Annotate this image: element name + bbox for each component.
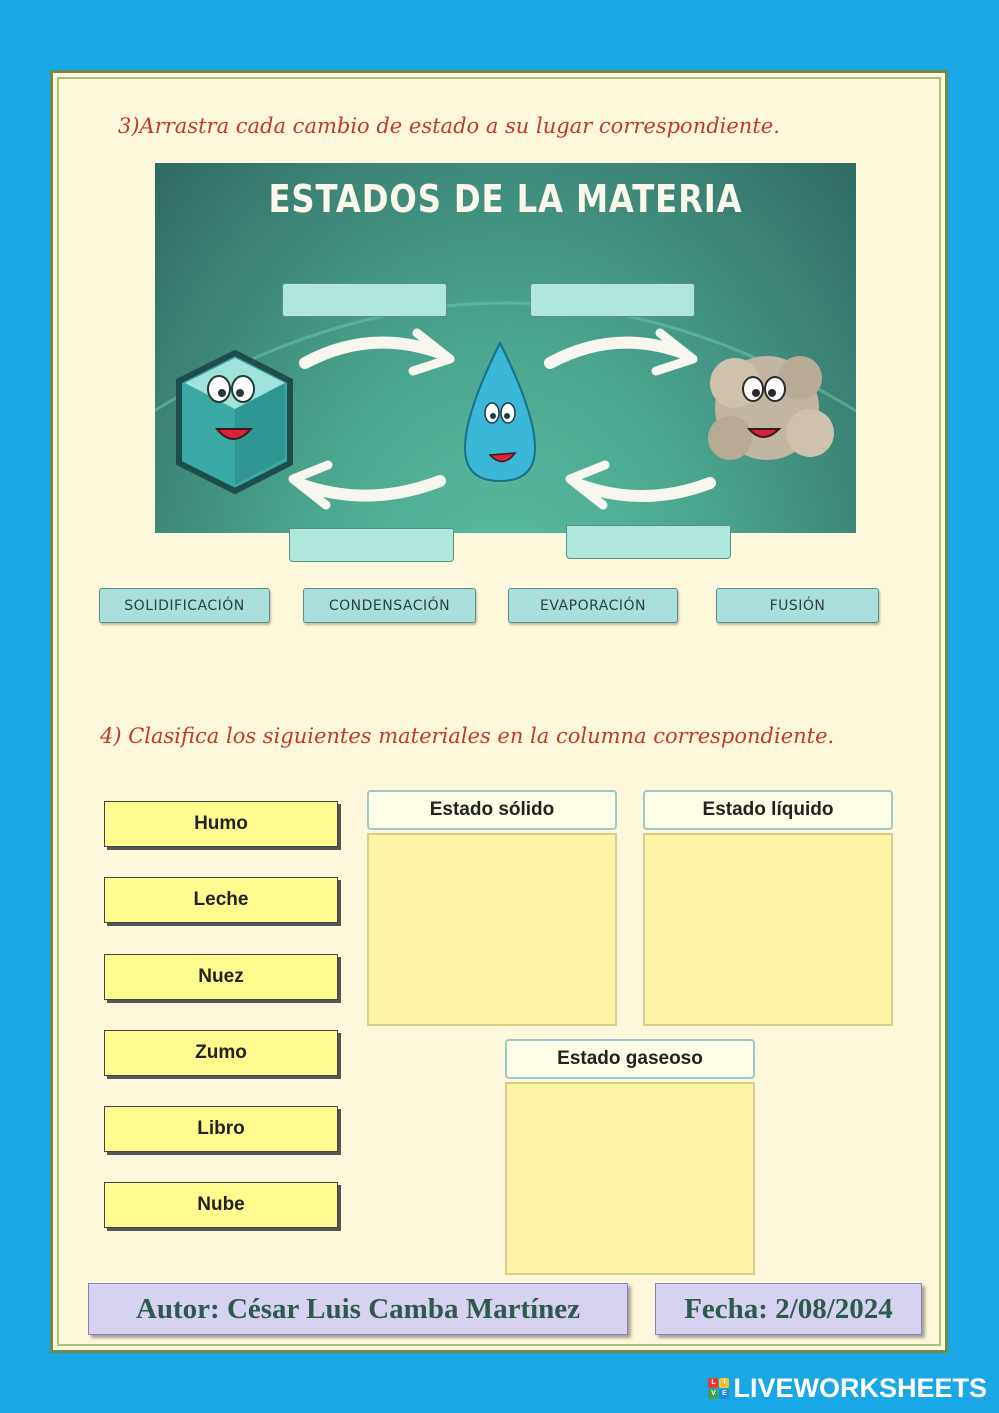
- option-solidificacion[interactable]: SOLIDIFICACIÓN: [99, 588, 270, 623]
- column-header-gas: Estado gaseoso: [505, 1039, 755, 1079]
- material-nuez[interactable]: Nuez: [104, 954, 338, 1000]
- liveworksheets-brand[interactable]: [708, 1373, 987, 1404]
- water-drop-icon: [465, 343, 535, 481]
- exercise-4-title: 4) Clasifica los siguientes materiales en la columna correspondiente.: [100, 724, 835, 748]
- material-nube[interactable]: Nube: [104, 1182, 338, 1228]
- banner-title: ESTADOS DE LA MATERIA: [268, 177, 743, 221]
- brand-name: LIVEWORKSHEETS: [733, 1373, 987, 1403]
- option-fusion[interactable]: FUSIÓN: [716, 588, 879, 623]
- date-label: Fecha: 2/08/2024: [655, 1283, 922, 1335]
- logo-letter-l: L: [708, 1378, 718, 1388]
- arrow-gas-to-liquid-icon: [570, 465, 710, 505]
- drop-slot-top-right[interactable]: [530, 283, 695, 317]
- material-leche[interactable]: Leche: [104, 877, 338, 923]
- arrow-solid-to-liquid-icon: [305, 333, 450, 371]
- material-zumo[interactable]: Zumo: [104, 1030, 338, 1076]
- states-of-matter-banner: [155, 163, 856, 533]
- option-evaporacion[interactable]: EVAPORACIÓN: [508, 588, 678, 623]
- drop-column-gas[interactable]: [505, 1082, 755, 1275]
- liveworksheets-logo-icon: [708, 1378, 729, 1399]
- logo-letter-v: V: [708, 1389, 718, 1399]
- column-header-solid: Estado sólido: [367, 790, 617, 830]
- ice-cube-icon: [179, 353, 290, 491]
- author-label: Autor: César Luis Camba Martínez: [88, 1283, 628, 1335]
- gas-cloud-icon: [708, 356, 834, 460]
- logo-letter-i: I: [719, 1378, 729, 1388]
- logo-letter-e: E: [719, 1389, 729, 1399]
- exercise-3-title: 3)Arrastra cada cambio de estado a su lugar correspondiente.: [118, 114, 780, 138]
- drop-slot-bottom-right[interactable]: [566, 525, 731, 559]
- arrow-liquid-to-gas-icon: [550, 333, 693, 371]
- drop-column-liquid[interactable]: [643, 833, 893, 1026]
- material-humo[interactable]: Humo: [104, 801, 338, 847]
- material-libro[interactable]: Libro: [104, 1106, 338, 1152]
- option-condensacion[interactable]: CONDENSACIÓN: [303, 588, 476, 623]
- arrow-liquid-to-solid-icon: [293, 465, 440, 505]
- drop-slot-top-left[interactable]: [282, 283, 447, 317]
- column-header-liquid: Estado líquido: [643, 790, 893, 830]
- drop-slot-bottom-left[interactable]: [289, 528, 454, 562]
- drop-column-solid[interactable]: [367, 833, 617, 1026]
